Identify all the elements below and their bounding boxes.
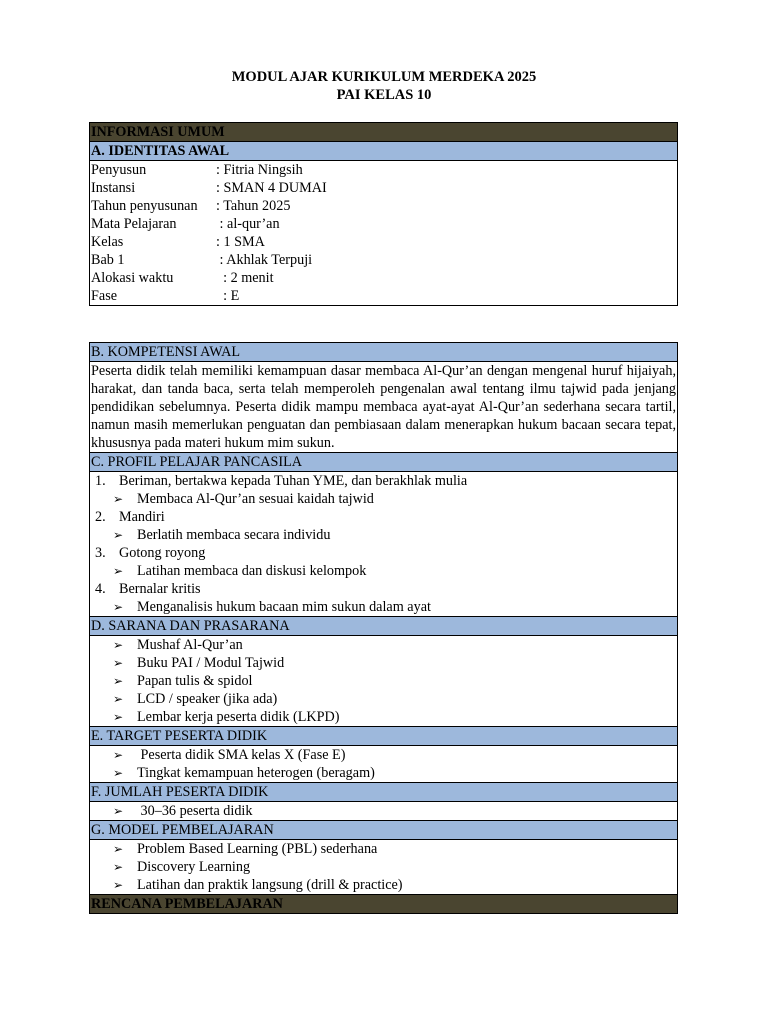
identity-value: : 1 SMA [216, 234, 265, 250]
profile-subitem [91, 598, 676, 616]
title-line-2: PAI KELAS 10 [336, 87, 432, 103]
info-header: INFORMASI UMUM [90, 123, 678, 142]
identity-label: Mata Pelajaran [91, 216, 177, 232]
identity-value: : 2 menit [216, 270, 274, 286]
list-item [91, 764, 676, 782]
identity-label: Instansi [91, 180, 136, 196]
list-item [91, 690, 676, 708]
identity-row [91, 197, 676, 215]
list-item [91, 802, 676, 820]
arrow-bullet-icon: ➢ [113, 674, 124, 688]
identity-label: Alokasi waktu [91, 270, 174, 286]
identity-label: Fase [91, 288, 118, 304]
arrow-bullet-icon: ➢ [113, 748, 124, 762]
identity-label: Penyusun [91, 162, 147, 178]
list-item [91, 746, 676, 764]
profile-subitem [91, 526, 676, 544]
arrow-bullet-icon: ➢ [113, 878, 124, 892]
target-list [90, 746, 678, 783]
profile-number: 4. [95, 581, 106, 597]
profile-number: 1. [95, 473, 106, 489]
list-item [91, 708, 676, 726]
identity-value: : Akhlak Terpuji [216, 252, 313, 268]
section-b-text: Peserta didik telah memiliki kemampuan dasar membaca Al-Qur’an dengan mengenal huruf hijaiyah, harakat, dan tanda baca, serta telah memperoleh pengenalan awal tentang ilmu tajwid pada jenjang pendidikan sebelumnya. Peserta didik mampu membaca ayat-ayat Al-Qur’an sederhana secara tartil, namun masih memerlukan penguatan dan pembiasaan dalam menerapkan hukum bacaan secara tepat, khususnya pada materi hukum mim sukun. [91, 363, 676, 451]
section-f-heading: F. JUMLAH PESERTA DIDIK [90, 783, 678, 802]
list-item [91, 876, 676, 894]
profile-item [91, 580, 676, 598]
arrow-bullet-icon: ➢ [113, 860, 124, 874]
arrow-bullet-icon: ➢ [113, 710, 124, 724]
arrow-bullet-icon: ➢ [113, 492, 124, 506]
section-b-heading: B. KOMPETENSI AWAL [90, 343, 678, 362]
profile-number: 3. [95, 545, 106, 561]
list-item [91, 636, 676, 654]
plan-table [89, 342, 678, 914]
list-item-text: Peserta didik SMA kelas X (Fase E) [137, 747, 346, 763]
arrow-bullet-icon: ➢ [113, 842, 124, 856]
profile-text: Beriman, bertakwa kepada Tuhan YME, dan berakhlak mulia [119, 473, 468, 489]
profile-item [91, 544, 676, 562]
section-c-heading: C. PROFIL PELAJAR PANCASILA [90, 453, 678, 472]
identity-row [91, 179, 676, 197]
identity-value: : Fitria Ningsih [216, 162, 303, 178]
list-item-text: Mushaf Al-Qur’an [137, 637, 243, 653]
section-e-heading: E. TARGET PESERTA DIDIK [90, 727, 678, 746]
identity-value: : SMAN 4 DUMAI [216, 180, 327, 196]
arrow-bullet-icon: ➢ [113, 804, 124, 818]
count-list [90, 802, 678, 821]
identity-row [91, 215, 676, 233]
identity-label: Kelas [91, 234, 124, 250]
list-item-text: Buku PAI / Modul Tajwid [137, 655, 285, 671]
title-line-1: MODUL AJAR KURIKULUM MERDEKA 2025 [231, 69, 537, 85]
identity-label: Bab 1 [91, 252, 125, 268]
profile-subtext: Membaca Al-Qur’an sesuai kaidah tajwid [137, 491, 374, 507]
info-table [89, 122, 678, 306]
plan-header: RENCANA PEMBELAJARAN [90, 895, 678, 914]
arrow-bullet-icon: ➢ [113, 564, 124, 578]
list-item [91, 858, 676, 876]
section-g-heading: G. MODEL PEMBELAJARAN [90, 821, 678, 840]
list-item-text: LCD / speaker (jika ada) [137, 691, 278, 707]
facilities-list [90, 636, 678, 727]
profile-item [91, 508, 676, 526]
section-d-heading: D. SARANA DAN PRASARANA [90, 617, 678, 636]
list-item-text: Problem Based Learning (PBL) sederhana [137, 841, 378, 857]
profile-subtext: Berlatih membaca secara individu [137, 527, 331, 543]
list-item [91, 672, 676, 690]
arrow-bullet-icon: ➢ [113, 528, 124, 542]
profile-text: Mandiri [119, 509, 165, 525]
identity-label: Tahun penyusunan [91, 198, 198, 214]
document-title [0, 68, 768, 104]
list-item-text: 30–36 peserta didik [137, 803, 253, 819]
list-item [91, 840, 676, 858]
arrow-bullet-icon: ➢ [113, 600, 124, 614]
identity-value: : E [216, 288, 240, 304]
list-item-text: Lembar kerja peserta didik (LKPD) [137, 709, 340, 725]
list-item-text: Latihan dan praktik langsung (drill & practice) [137, 877, 403, 893]
list-item-text: Discovery Learning [137, 859, 251, 875]
list-item-text: Tingkat kemampuan heterogen (beragam) [137, 765, 375, 781]
identity-value: : al-qur’an [216, 216, 280, 232]
identity-list [90, 161, 678, 306]
identity-row [91, 251, 676, 269]
arrow-bullet-icon: ➢ [113, 656, 124, 670]
profile-item [91, 472, 676, 490]
arrow-bullet-icon: ➢ [113, 638, 124, 652]
profile-number: 2. [95, 509, 106, 525]
profile-subitem [91, 562, 676, 580]
profile-text: Gotong royong [119, 545, 206, 561]
model-list [90, 840, 678, 895]
arrow-bullet-icon: ➢ [113, 692, 124, 706]
identity-row [91, 161, 676, 179]
identity-row [91, 233, 676, 251]
profile-list [90, 472, 678, 617]
identity-row [91, 287, 676, 305]
profile-text: Bernalar kritis [119, 581, 201, 597]
section-a-heading: A. IDENTITAS AWAL [90, 142, 678, 161]
list-item [91, 654, 676, 672]
list-item-text: Papan tulis & spidol [137, 673, 253, 689]
profile-subtext: Latihan membaca dan diskusi kelompok [137, 563, 367, 579]
identity-row [91, 269, 676, 287]
identity-value: : Tahun 2025 [216, 198, 291, 214]
profile-subtext: Menganalisis hukum bacaan mim sukun dalam ayat [137, 599, 431, 615]
arrow-bullet-icon: ➢ [113, 766, 124, 780]
profile-subitem [91, 490, 676, 508]
